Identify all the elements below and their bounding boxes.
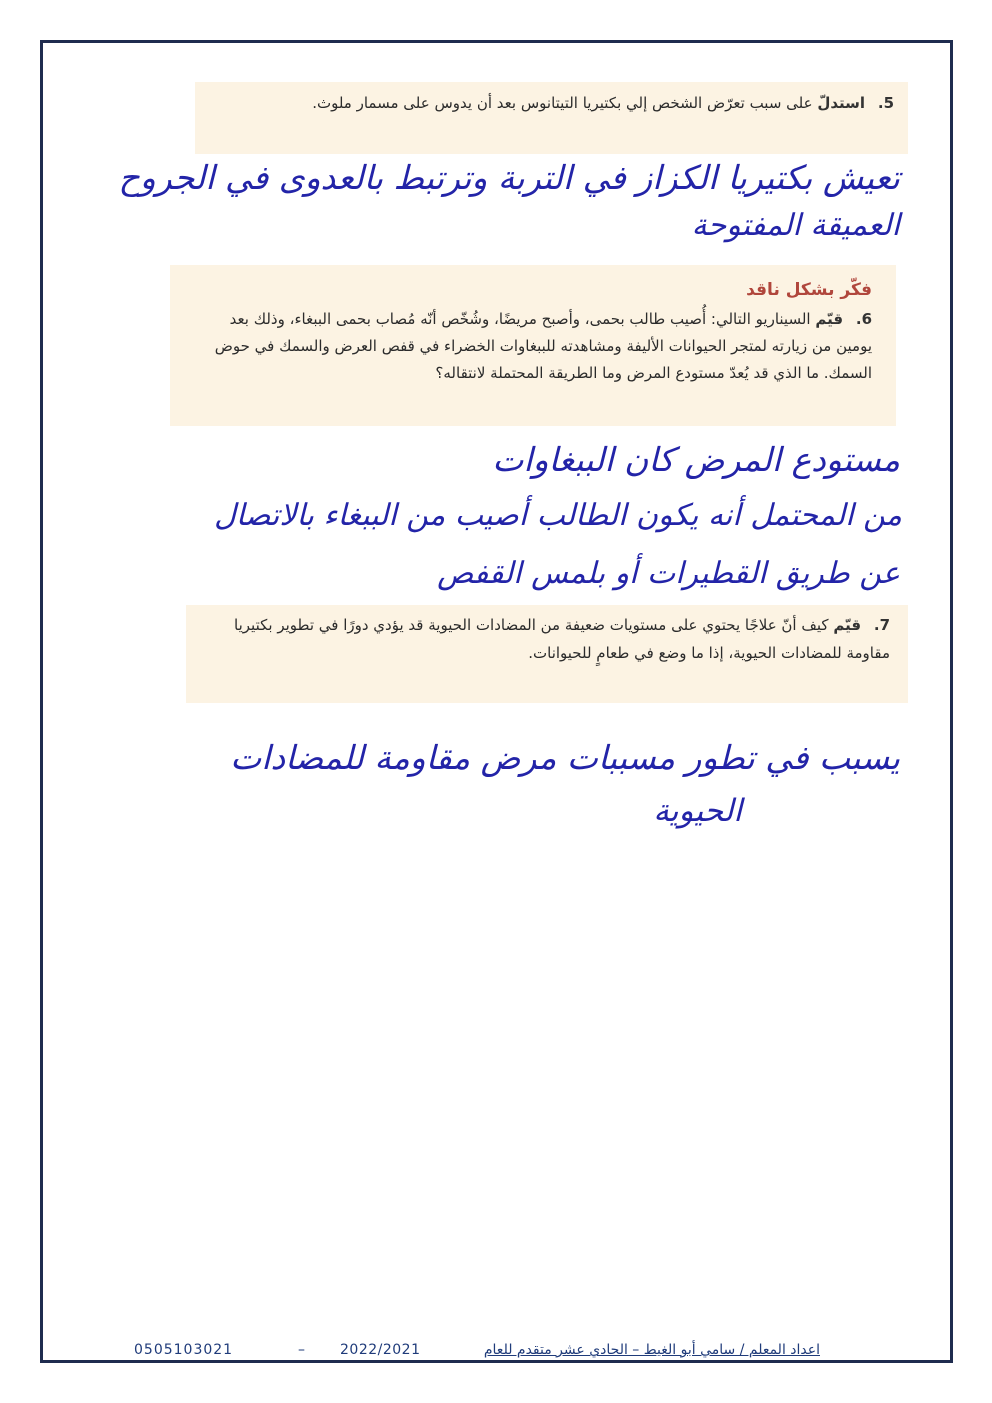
question-7-box xyxy=(186,605,908,703)
question-verb: قيّم xyxy=(833,616,862,634)
question-text: على سبب تعرّض الشخص إلي بكتيريا التيتانوس بعد أن يدوس على مسمار ملوث. xyxy=(312,94,813,112)
page-footer xyxy=(130,1342,820,1360)
footer-phone: 0505103021 xyxy=(134,1342,234,1358)
answer-6-line-1: مستودع المرض كان الببغاوات xyxy=(492,440,900,479)
answer-6-line-2: من المحتمل أنه يكون الطالب أصيب من الببغاء بالاتصال xyxy=(214,498,902,533)
answer-7-line-2: الحيوية xyxy=(653,793,742,829)
question-verb: قيّم xyxy=(815,310,844,328)
critical-thinking-header: فكّر بشكل ناقد xyxy=(746,280,872,300)
footer-dash: – xyxy=(298,1342,305,1358)
question-6-box xyxy=(170,265,896,426)
question-verb: استدلّ xyxy=(817,94,866,112)
question-text: السيناريو التالي: أُصيب طالب بحمى، وأصبح مريضًا، وشُخّص أنّه مُصاب بحمى الببغاء، وذلك بعد يومين من زيارته لمتجر الحيوانات الأليفة ومشاهدته للببغاوات الخضراء في قفص العرض والسمك في حوض السمك. ما الذي قد يُعدّ مستودع المرض وما الطريقة المحتملة لانتقاله؟ xyxy=(214,310,872,382)
answer-6-line-3: عن طريق القطيرات أو بلمس القفص xyxy=(437,556,900,591)
question-text: كيف أنّ علاجًا يحتوي على مستويات ضعيفة من المضادات الحيوية قد يؤدي دورًا في تطوير بكتيريا مقاومة للمضادات الحيوية، إذا ما وضع في طعامٍ للحيوانات. xyxy=(234,616,890,662)
answer-5-line-2: العميقة المفتوحة xyxy=(691,208,900,243)
question-number: 5. xyxy=(877,94,894,112)
answer-7-line-1: يسبب في تطور مسببات مرض مقاومة للمضادات xyxy=(230,738,900,777)
question-number: 6. xyxy=(855,310,872,328)
footer-year: 2022/2021 xyxy=(340,1342,421,1358)
question-number: 7. xyxy=(873,616,890,634)
answer-5-line-1: تعيش بكتيريا الكزاز في التربة وترتبط بالعدوى في الجروح xyxy=(118,158,900,197)
question-5-box xyxy=(195,82,908,154)
footer-prepared-by: اعداد المعلم / سامي أبو الغيط – الحادي عشر متقدم للعام xyxy=(483,1342,820,1358)
